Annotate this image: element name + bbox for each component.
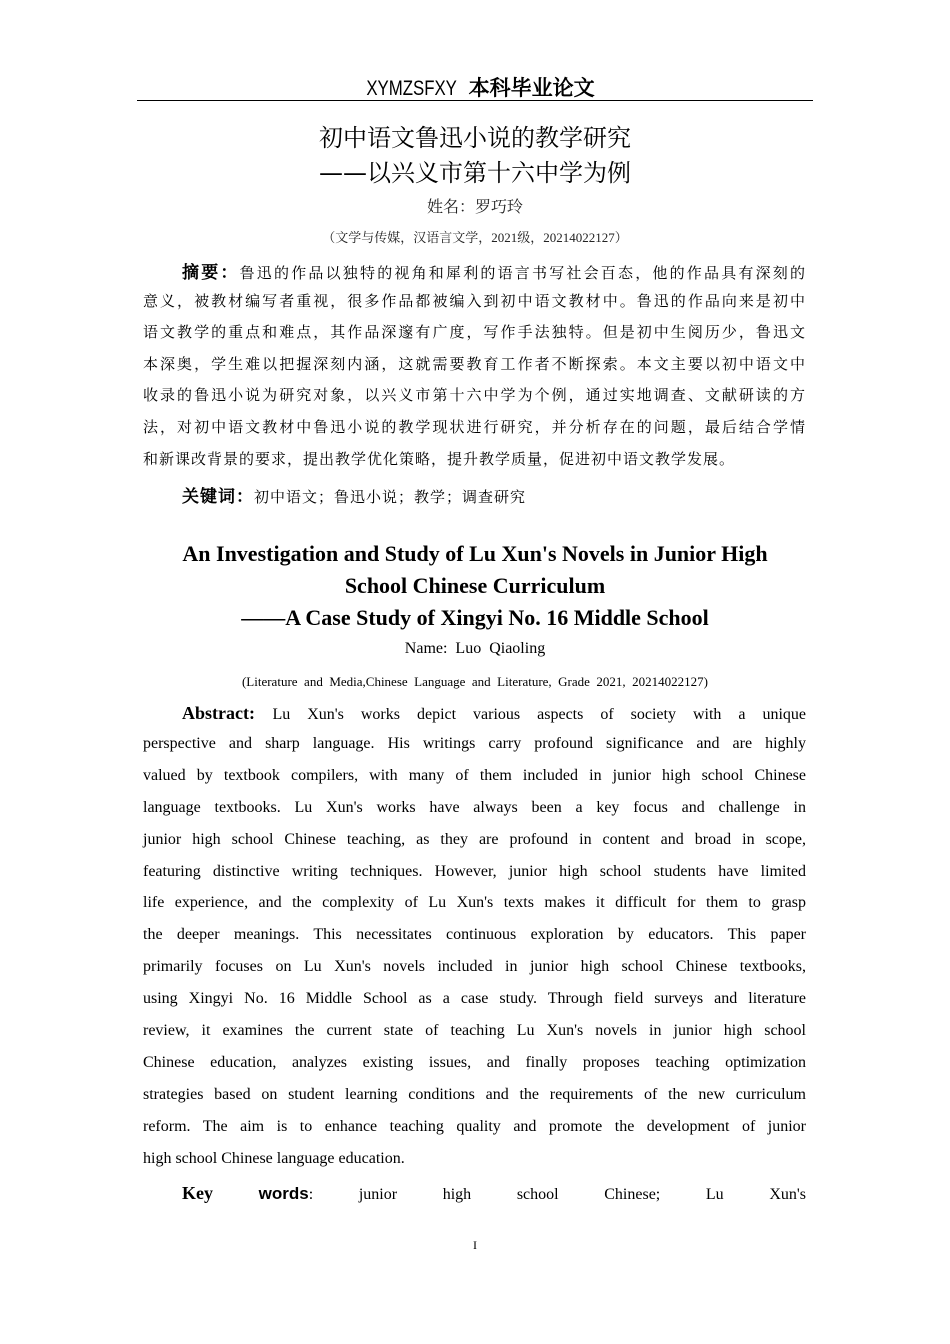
abstract-line-text: junior high school Chinese teaching, as they are profound in content and broad in scope, bbox=[143, 830, 806, 848]
en-abstract-line bbox=[143, 1054, 806, 1072]
header-rule bbox=[137, 100, 813, 101]
en-abstract-line bbox=[143, 990, 806, 1008]
abstract-line-text: the deeper meanings. This necessitates continuous exploration by educators. This paper bbox=[143, 926, 806, 944]
abstract-line-text: 法，对初中语文教材中鲁迅小说的教学现状进行研究，并分析存在的问题，最后结合学情 bbox=[143, 418, 806, 436]
en-abstract-label: Abstract: bbox=[182, 703, 273, 723]
cn-abstract-line bbox=[143, 448, 806, 469]
cn-title: 初中语文鲁迅小说的教学研究 bbox=[319, 124, 631, 152]
en-author: Name: Luo Qiaoling bbox=[404, 640, 546, 657]
en-abstract-line bbox=[143, 799, 806, 817]
en-abstract-line bbox=[143, 1118, 806, 1136]
abstract-line-text: using Xingyi No. 16 Middle School as a case study. Through field surveys and literature bbox=[143, 990, 806, 1008]
en-keywords bbox=[182, 1183, 806, 1204]
en-abstract-line bbox=[143, 958, 806, 976]
en-abstract-line bbox=[143, 926, 806, 944]
abstract-line-text: 语文教学的重点和难点，其作品深邃有广度，写作手法独特。但是初中生阅历少，鲁迅文 bbox=[143, 323, 806, 342]
cn-keywords-label: 关键词： bbox=[182, 487, 254, 507]
en-abstract-line bbox=[182, 703, 806, 724]
abstract-line-text: 意义，被教材编写者重视，很多作品都被编入到初中语文教材中。鲁迅的作品向来是初中 bbox=[143, 291, 806, 310]
cn-abstract-label: 摘要： bbox=[182, 263, 240, 283]
cn-abstract-line bbox=[143, 353, 806, 374]
en-title-line2: School Chinese Curriculum bbox=[344, 573, 606, 598]
abstract-line-text: review, it examines the current state of teaching Lu Xun's novels in junior high school bbox=[143, 1022, 806, 1039]
cn-subtitle: ——以兴义市第十六中学为例 bbox=[319, 159, 631, 187]
abstract-line-text: language textbooks. Lu Xun's works have always been a key focus and challenge in bbox=[143, 798, 806, 816]
en-abstract-line bbox=[143, 735, 806, 753]
abstract-line-text: Lu Xun's works depict various aspects of society with a unique bbox=[272, 706, 806, 723]
cn-keywords-text: 初中语文；鲁迅小说；教学；调查研究 bbox=[254, 488, 527, 506]
abstract-line-text: strategies based on student learning conditions and the requirements of the new curriculum bbox=[143, 1085, 806, 1103]
en-abstract-line bbox=[143, 894, 806, 912]
abstract-line-text: reform. The aim is to enhance teaching quality and promote the development of junior bbox=[143, 1117, 806, 1135]
en-subtitle: ——A Case Study of Xingyi No. 16 Middle School bbox=[241, 605, 709, 630]
cn-author-info: （文学与传媒，汉语言文学，2021级，20214022127） bbox=[322, 230, 628, 245]
abstract-line-text: high school Chinese language education. bbox=[143, 1149, 405, 1167]
en-abstract-line bbox=[143, 831, 806, 849]
cn-abstract-line bbox=[143, 416, 806, 437]
abstract-line-text: featuring distinctive writing techniques. However, junior high school students have limited bbox=[143, 862, 806, 880]
abstract-line-text: 和新课改背景的要求，提出教学优化策略，提升教学质量，促进初中语文教学发展。 bbox=[143, 449, 736, 468]
en-abstract-line bbox=[143, 1150, 806, 1168]
abstract-line-text: 本深奥，学生难以把握深刻内涵，这就需要教育工作者不断探索。本文主要以初中语文中 bbox=[143, 354, 806, 373]
cn-author: 姓名：罗巧玲 bbox=[426, 197, 523, 216]
abstract-line-text: 鲁迅的作品以独特的视角和犀利的语言书写社会百态，他的作品具有深刻的 bbox=[239, 264, 806, 282]
header-code: XYMZSFXY bbox=[366, 77, 458, 100]
cn-abstract-line bbox=[143, 321, 806, 342]
running-header bbox=[0, 72, 950, 102]
cn-abstract-line bbox=[143, 384, 806, 405]
en-abstract-line bbox=[143, 863, 806, 881]
en-title-line1: An Investigation and Study of Lu Xun's Novels in Junior High bbox=[182, 541, 768, 566]
en-keywords-text: : junior high school Chinese; Lu Xun's bbox=[308, 1186, 807, 1203]
en-abstract-line bbox=[143, 1022, 806, 1040]
header-label: 本科毕业论文 bbox=[468, 76, 595, 100]
page-number: I bbox=[473, 1238, 477, 1252]
en-author-info: (Literature and Media,Chinese Language and Literature, Grade 2021, 20214022127) bbox=[241, 674, 709, 689]
en-keywords-label: Key bbox=[182, 1183, 213, 1203]
abstract-line-text: 收录的鲁迅小说为研究对象，以兴义市第十六中学为个例，通过实地调查、文献研读的方 bbox=[143, 386, 806, 405]
abstract-line-text: Chinese education, analyzes existing issues, and finally proposes teaching optimization bbox=[143, 1053, 806, 1071]
cn-abstract-line bbox=[182, 258, 806, 283]
en-abstract-line bbox=[143, 767, 806, 785]
en-abstract-line bbox=[143, 1086, 806, 1104]
abstract-line-text: primarily focuses on Lu Xun's novels included in junior high school Chinese textbooks, bbox=[143, 958, 806, 976]
abstract-line-text: life experience, and the complexity of Lu Xun's texts makes it difficult for them to grasp bbox=[143, 894, 806, 912]
abstract-line-text: perspective and sharp language. His writings carry profound significance and are highly bbox=[143, 734, 806, 752]
en-keywords-label-2: words bbox=[258, 1184, 309, 1203]
cn-keywords bbox=[182, 482, 806, 507]
cn-abstract-line bbox=[143, 290, 806, 311]
abstract-line-text: valued by textbook compilers, with many of them included in junior high school Chinese bbox=[143, 766, 806, 784]
